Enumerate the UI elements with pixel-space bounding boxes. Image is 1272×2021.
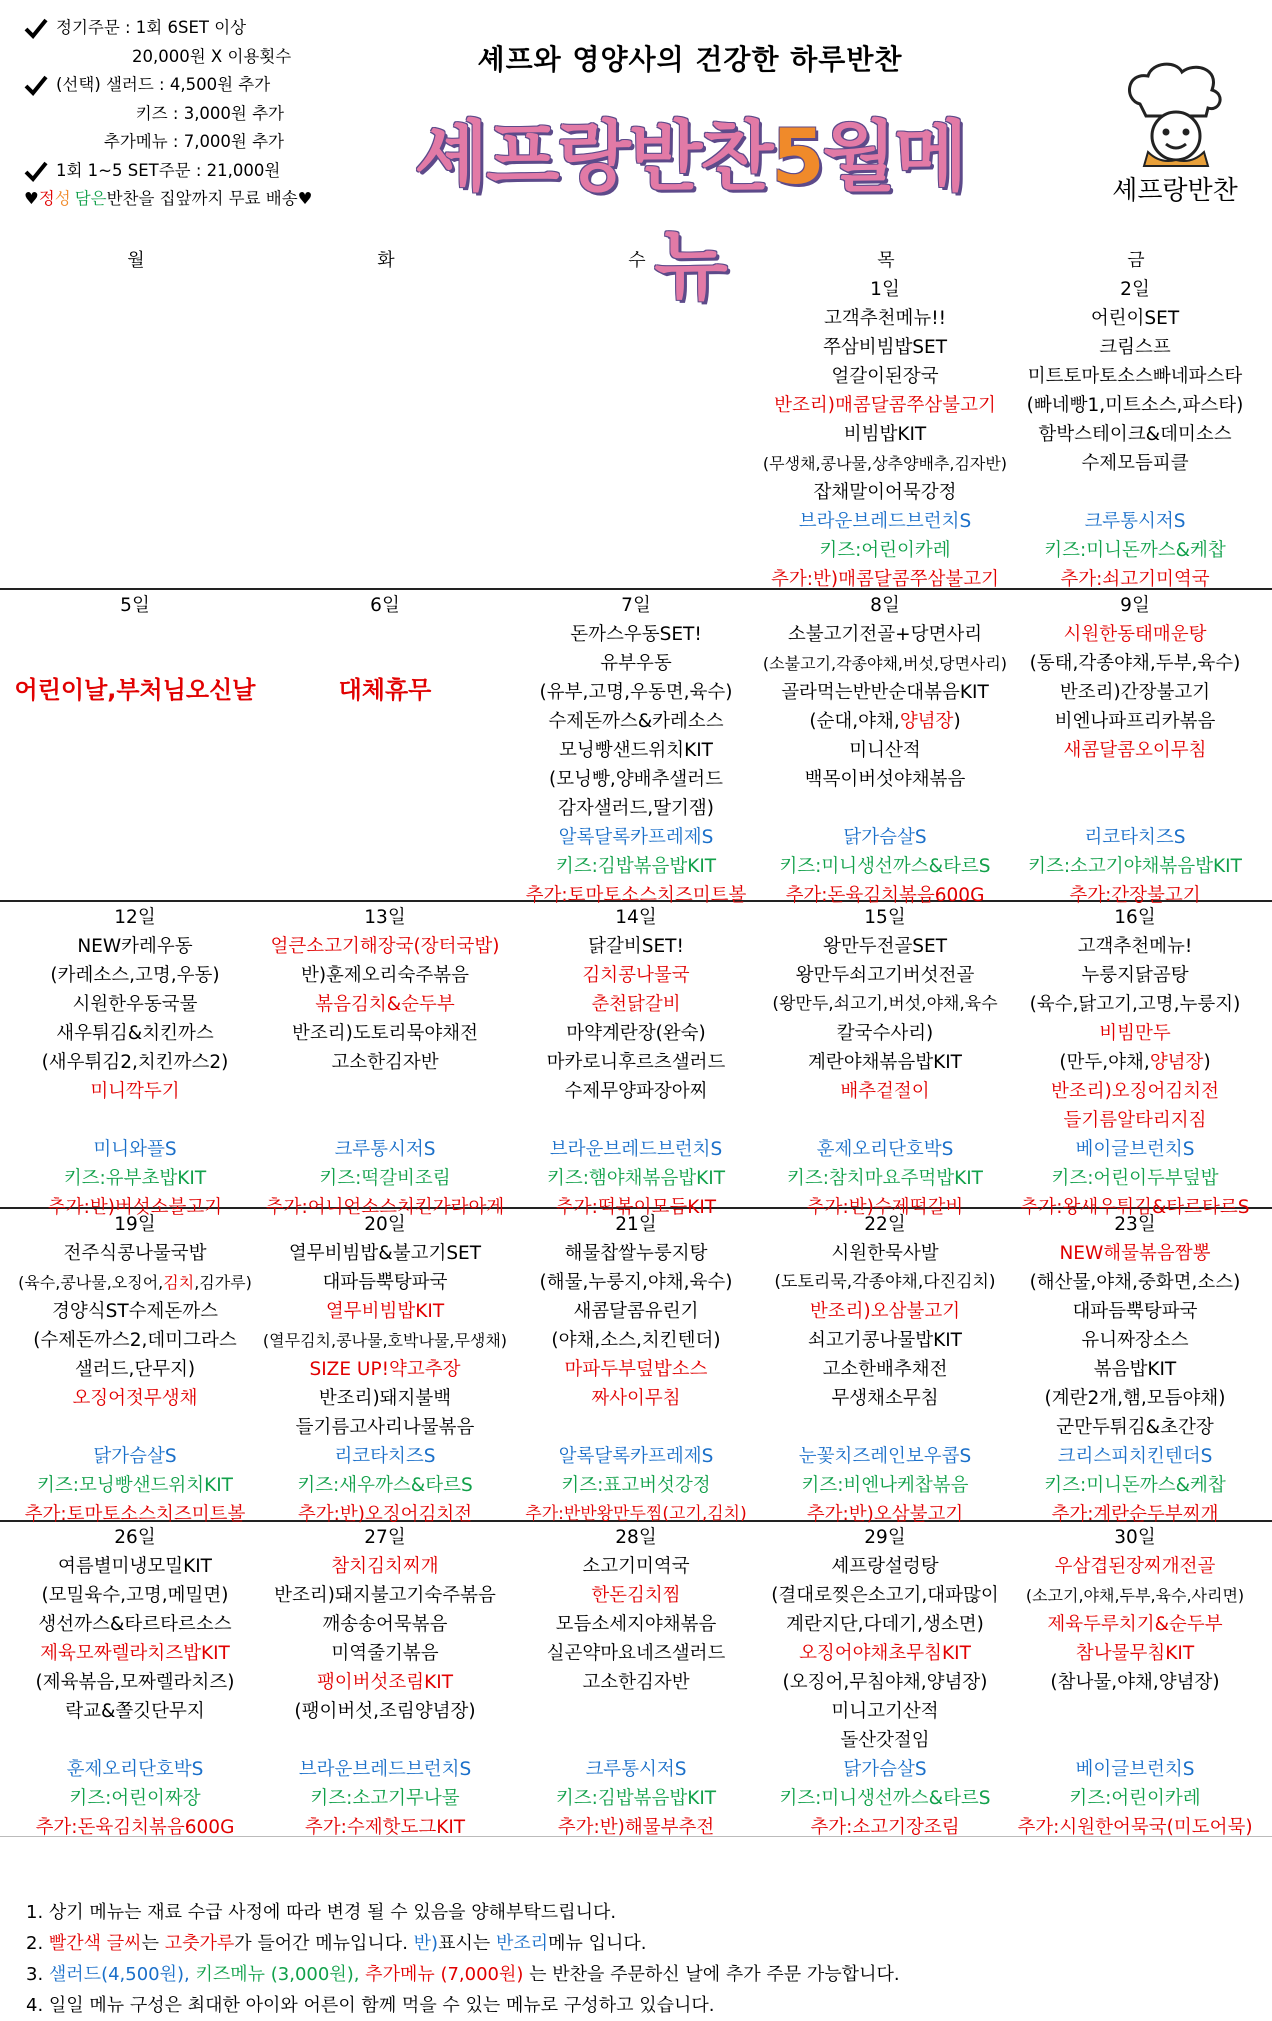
menu-item: 고객추천메뉴! (1077, 936, 1193, 957)
day-number: 13일 (364, 907, 406, 928)
menu-item: 수제돈까스&카레소스 (548, 711, 724, 732)
info-kids-option: 키즈 : 3,000원 추가 (135, 103, 284, 123)
menu-item: 미역줄기볶음 (331, 1643, 439, 1664)
menu-item: NEW해물볶음짬뽕 (1059, 1243, 1211, 1264)
day-cell (1010, 1523, 1260, 1842)
menu-item: 해물찹쌀누룽지탕 (564, 1243, 708, 1264)
menu-item: 여름별미냉모밀KIT (58, 1556, 212, 1577)
menu-item (1010, 1697, 1260, 1726)
day-cell (511, 1523, 761, 1842)
day-number: 7일 (621, 595, 651, 616)
weekday-header (0, 246, 1272, 276)
menu-item: 비빔밥KIT (843, 424, 927, 445)
menu-item: 왕만두전골SET (822, 936, 948, 957)
menu-item: 키즈:모닝빵샌드위치KIT (37, 1475, 233, 1496)
menu-item: 추가:왕새우튀김&타르타르S (1020, 1197, 1250, 1218)
menu-item: 얼큰소고기해장국(장터국밥) (270, 936, 500, 957)
menu-item: 실곤약마요네즈샐러드 (546, 1643, 726, 1664)
menu-item: 김치콩나물국 (582, 965, 690, 986)
menu-item: 브라운브레드브런치S (298, 1759, 472, 1780)
day-cell (760, 903, 1010, 1222)
menu-item: 춘천닭갈비 (591, 994, 681, 1015)
menu-item: 추가:어니언소스치킨가라아게 (265, 1197, 505, 1218)
info-regular-order: 정기주문 : 1회 6SET 이상 (24, 14, 354, 43)
menu-item: 배추겉절이 (840, 1081, 930, 1102)
note-2: 2. 빨간색 글씨는 고춧가루가 들어간 메뉴입니다. 반)표시는 반조리메뉴 입니다. (26, 1933, 647, 1954)
menu-item (1010, 794, 1260, 823)
menu-item: (야채,소스,치킨텐더) (551, 1330, 721, 1351)
menu-item: 추가:쇠고기미역국 (1060, 569, 1210, 590)
menu-item: 키즈:표고버섯강정 (561, 1475, 711, 1496)
day-cell (260, 591, 510, 705)
day-number: 23일 (1114, 1214, 1156, 1235)
menu-item: 반조리)돼지불백 (318, 1388, 452, 1409)
menu-item: 추가:돈육김치볶음600G (785, 885, 985, 906)
menu-item: (오징어,무침야채,양념장) (782, 1672, 988, 1693)
menu-item (511, 1413, 761, 1442)
day-number: 22일 (864, 1214, 906, 1235)
info-extra-option: 추가메뉴 : 7,000원 추가 (103, 132, 284, 151)
menu-item: 고소한배추채전 (822, 1359, 948, 1380)
menu-item: (육수,콩나물,오징어,김치,김가루) (18, 1273, 252, 1292)
note-3: 3. 샐러드(4,500원), 키즈메뉴 (3,000원), 추가메뉴 (7,000원) 는 반찬을 주문하신 날에 추가 주문 가능합니다. (26, 1964, 900, 1985)
menu-item: 골라먹는반반순대볶음KIT (781, 682, 989, 703)
menu-item: 돈까스우동SET! (570, 624, 702, 645)
menu-item (1010, 1726, 1260, 1755)
day-number: 12일 (114, 907, 156, 928)
menu-item: 고객추천메뉴!! (823, 308, 947, 329)
menu-item: 키즈:미니생선까스&타르S (779, 1788, 991, 1809)
menu-item: 추가:토마토소스치즈미트볼 (24, 1504, 246, 1525)
menu-item (10, 1726, 260, 1755)
day-number: 19일 (114, 1214, 156, 1235)
menu-item: 들기름고사리나물볶음 (295, 1417, 475, 1438)
menu-item: 추가:떡볶이모듬KIT (555, 1197, 717, 1218)
menu-item: 한돈김치찜 (591, 1585, 681, 1606)
menu-item: 키즈:김밥볶음밥KIT (555, 856, 717, 877)
menu-item: 알록달록카프레제S (558, 827, 714, 848)
menu-item: 마카로니후르츠샐러드 (546, 1052, 726, 1073)
day-cell (1010, 275, 1260, 594)
menu-item (260, 1106, 510, 1135)
menu-item (1010, 478, 1260, 507)
weekday-mon: 월 (127, 250, 145, 271)
menu-item: 훈제오리단호박S (816, 1139, 954, 1160)
menu-item: 왕만두쇠고기버섯전골 (795, 965, 975, 986)
menu-item (511, 1726, 761, 1755)
menu-item: 닭갈비SET! (588, 936, 684, 957)
menu-item: 마약계란장(완숙) (566, 1023, 706, 1044)
menu-item: (팽이버섯,조림양념장) (294, 1701, 476, 1722)
chef-logo (1100, 60, 1250, 210)
page-title: 셰프랑반찬5월메뉴 (414, 112, 966, 310)
day-cell (511, 591, 761, 910)
menu-item: (빠네빵1,미트소스,파스타) (1026, 395, 1244, 416)
menu-item: 새콤달콤오이무침 (1063, 740, 1207, 761)
weekday-thu: 목 (877, 250, 895, 271)
menu-item: 참치김치찌개 (331, 1556, 439, 1577)
menu-item: 반조리)도토리묵야채전 (292, 1023, 478, 1044)
day-number: 2일 (1120, 279, 1150, 300)
menu-item: 추가:반반왕만두찜(고기,김치) (525, 1504, 747, 1524)
day-number: 30일 (1114, 1527, 1156, 1548)
menu-item: 잡채말이어묵강정 (813, 482, 957, 503)
day-number: 20일 (364, 1214, 406, 1235)
menu-item: 새우튀김&치킨까스 (56, 1023, 214, 1044)
menu-item: 무생채소무침 (831, 1388, 939, 1409)
menu-item: 소고기미역국 (582, 1556, 690, 1577)
menu-item: 락교&쫄깃단무지 (65, 1701, 205, 1722)
menu-item: 눈꽃치즈레인보우콥S (798, 1446, 972, 1467)
menu-item: 대파듬뿍탕파국 (322, 1272, 448, 1293)
menu-item: (카레소스,고명,우동) (50, 965, 220, 986)
menu-item: 추가:반)오삼불고기 (806, 1504, 964, 1525)
menu-item: 비엔나파프리카볶음 (1054, 711, 1216, 732)
menu-item: 시원한묵사발 (831, 1243, 939, 1264)
menu-item: (순대,야채,양념장) (809, 711, 961, 732)
menu-item: 닭가슴살S (843, 1759, 927, 1780)
day-cell (260, 1523, 510, 1842)
menu-item: 키즈:어린이짜장 (69, 1788, 201, 1809)
day-cell (760, 275, 1010, 594)
menu-item: 짜사이무침 (591, 1388, 681, 1409)
weekday-tue: 화 (377, 250, 395, 271)
menu-item: 추가:계란순두부찌개 (1051, 1504, 1219, 1525)
menu-item: 오징어야채초무침KIT (799, 1643, 971, 1664)
menu-item: 닭가슴살S (843, 827, 927, 848)
menu-item: 고소한김자반 (582, 1672, 690, 1693)
menu-item: 키즈:어린이카레 (1069, 1788, 1201, 1809)
menu-item: (왕만두,쇠고기,버섯,야채,육수 (772, 994, 998, 1014)
menu-item: 추가:반)버섯소불고기 (47, 1197, 223, 1218)
menu-item: 경양식ST수제돈까스 (51, 1301, 218, 1322)
info-delivery: ♥ 정 성 담은 반찬을 집앞까지 무료 배송♥ (24, 189, 313, 208)
menu-item: 키즈:비엔나케찹볶음 (801, 1475, 969, 1496)
menu-item: 키즈:유부초밥KIT (63, 1168, 207, 1189)
menu-item: 베이글브런치S (1075, 1759, 1195, 1780)
menu-item: (계란2개,햄,모듬야채) (1044, 1388, 1226, 1409)
menu-item: 키즈:참치마요주먹밥KIT (787, 1168, 983, 1189)
day-cell (511, 903, 761, 1222)
day-cell (760, 591, 1010, 910)
menu-item: 리코타치즈S (334, 1446, 436, 1467)
menu-item (760, 1106, 1010, 1135)
day-number: 15일 (864, 907, 906, 928)
menu-item: 알록달록카프레제S (558, 1446, 714, 1467)
holiday-label: 어린이날,부처님오신날 (14, 676, 256, 704)
menu-item (760, 794, 1010, 823)
menu-item: 추가:반)오징어김치전 (297, 1504, 473, 1525)
menu-item: 대파듬뿍탕파국 (1072, 1301, 1198, 1322)
menu-item: (수제돈까스2,데미그라스 (33, 1330, 237, 1351)
weekday-wed: 수 (628, 250, 646, 271)
day-number: 28일 (615, 1527, 657, 1548)
menu-item: 쭈삼비빔밥SET (822, 337, 948, 358)
menu-item: 키즈:소고기무나물 (310, 1788, 460, 1809)
day-cell (10, 591, 260, 705)
chef-face-icon (1120, 60, 1230, 168)
menu-item: 키즈:소고기야채볶음밥KIT (1028, 856, 1242, 877)
menu-item: 추가:반)매콤달콤쭈삼불고기 (771, 569, 999, 590)
menu-item: 열무비빔밥KIT (325, 1301, 445, 1322)
day-cell (10, 1523, 260, 1842)
menu-item: 반조리)간장불고기 (1059, 682, 1211, 703)
menu-item: SIZE UP!약고추장 (309, 1359, 461, 1380)
menu-item: 쇠고기콩나물밥KIT (808, 1330, 962, 1351)
day-number: 29일 (864, 1527, 906, 1548)
menu-item: (해산물,야채,중화면,소스) (1029, 1272, 1241, 1293)
menu-item (511, 1106, 761, 1135)
menu-item: 들기름알타리지짐 (1063, 1110, 1207, 1131)
menu-item (760, 1413, 1010, 1442)
menu-item: 추가:소고기장조림 (810, 1817, 960, 1838)
day-number: 9일 (1120, 595, 1150, 616)
menu-item (10, 1106, 260, 1135)
menu-item: 계란야채볶음밥KIT (808, 1052, 962, 1073)
day-number: 26일 (114, 1527, 156, 1548)
menu-item: 베이글브런치S (1075, 1139, 1195, 1160)
menu-item: 닭가슴살S (93, 1446, 177, 1467)
day-cell (1010, 591, 1260, 910)
menu-item: 반조리)오삼불고기 (809, 1301, 961, 1322)
notes (26, 1897, 900, 2021)
menu-item: 크루통시저S (585, 1759, 687, 1780)
day-cell (10, 1210, 260, 1529)
menu-item: 미니산적 (849, 740, 921, 761)
menu-item: 키즈:미니돈까스&케찹 (1044, 540, 1226, 561)
menu-item: 생선까스&타르타르소스 (38, 1614, 232, 1635)
menu-item: 미니고기산적 (831, 1701, 939, 1722)
menu-item: 미니깍두기 (90, 1081, 180, 1102)
menu-item: 키즈:미니생선까스&타르S (779, 856, 991, 877)
menu-item: 셰프랑설렁탕 (831, 1556, 939, 1577)
menu-item: 키즈:햄야채볶음밥KIT (546, 1168, 726, 1189)
menu-item: 어린이SET (1090, 308, 1180, 329)
menu-item: 크루통시저S (1084, 511, 1186, 532)
menu-item: 키즈:새우까스&타르S (297, 1475, 473, 1496)
spicy-highlight: 양념장 (1149, 1052, 1204, 1073)
menu-item: 반조리)매콤달콤쭈삼불고기 (774, 395, 996, 416)
menu-item: (소고기,야채,두부,육수,사리면) (1025, 1586, 1245, 1605)
menu-item: (새우튀김2,치킨까스2) (41, 1052, 229, 1073)
menu-item: 모듬소세지야채볶음 (555, 1614, 717, 1635)
menu-item: 반조리)돼지불고기숙주볶음 (274, 1585, 496, 1606)
menu-item: (모밀육수,고명,메밀면) (41, 1585, 229, 1606)
menu-item: 브라운브레드브런치S (549, 1139, 723, 1160)
menu-item: 오징어젓무생채 (72, 1388, 198, 1409)
menu-item: 유부우동 (600, 653, 672, 674)
menu-item: 수제무양파장아찌 (564, 1081, 708, 1102)
menu-item: 고소한김자반 (331, 1052, 439, 1073)
menu-item: (도토리묵,각종야채,다진김치) (774, 1272, 996, 1292)
day-cell (1010, 903, 1260, 1222)
menu-item: 추가:돈육김치볶음600G (35, 1817, 235, 1838)
menu-item: 크루통시저S (334, 1139, 436, 1160)
menu-item (1010, 765, 1260, 794)
menu-item: (소불고기,각종야채,버섯,당면사리) (762, 654, 1008, 673)
spicy-highlight: 김치 (163, 1273, 195, 1292)
day-cell (260, 1210, 510, 1529)
menu-item: 감자샐러드,딸기잼) (557, 798, 715, 819)
menu-item: 샐러드,단무지) (74, 1359, 196, 1380)
menu-item: 키즈:떡갈비조림 (319, 1168, 451, 1189)
menu-item: (제육볶음,모짜렐라치즈) (35, 1672, 235, 1693)
menu-item: (동태,각종야채,두부,육수) (1029, 653, 1241, 674)
menu-item: 미니와플S (93, 1139, 177, 1160)
menu-item: 전주식콩나물국밥 (63, 1243, 207, 1264)
menu-item: 함박스테이크&데미소스 (1038, 424, 1232, 445)
menu-item (10, 1413, 260, 1442)
menu-item: (육수,닭고기,고명,누룽지) (1029, 994, 1241, 1015)
day-number: 8일 (870, 595, 900, 616)
day-cell (260, 903, 510, 1222)
menu-item: (무생채,콩나물,상추양배추,김자반) (762, 454, 1008, 473)
menu-item (511, 1697, 761, 1726)
check-icon (24, 17, 48, 39)
menu-item: (참나물,야채,양념장) (1050, 1672, 1220, 1693)
menu-item: 돌산갓절임 (840, 1730, 930, 1751)
menu-item: 훈제오리단호박S (66, 1759, 204, 1780)
menu-item: 키즈:김밥볶음밥KIT (555, 1788, 717, 1809)
menu-item: 열무비빔밥&불고기SET (288, 1243, 482, 1264)
menu-item: 키즈:어린이두부덮밥 (1051, 1168, 1219, 1189)
menu-item: 군만두튀김&초간장 (1056, 1417, 1214, 1438)
day-cell (10, 903, 260, 1222)
note-1: 1. 상기 메뉴는 재료 수급 사정에 따라 변경 될 수 있음을 양해부탁드립니다. (26, 1902, 617, 1923)
holiday-label: 대체휴무 (338, 676, 432, 704)
check-icon (24, 160, 48, 182)
day-number: 27일 (364, 1527, 406, 1548)
menu-item: 우삼겹된장찌개전골 (1054, 1556, 1216, 1577)
menu-item: 계란지단,다데기,생소면) (786, 1614, 984, 1635)
menu-item: 깨송송어묵볶음 (322, 1614, 448, 1635)
day-number: 16일 (1114, 907, 1156, 928)
day-number: 6일 (370, 595, 400, 616)
day-number: 14일 (615, 907, 657, 928)
info-price-per-use: 20,000원 X 이용횟수 (132, 46, 292, 66)
page-subtitle: 셰프와 영양사의 건강한 하루반찬 (477, 43, 903, 76)
weekday-fri: 금 (1127, 250, 1145, 271)
menu-item: 수제모듬피클 (1081, 453, 1189, 474)
menu-item: 유니짜장소스 (1081, 1330, 1189, 1351)
menu-item: (만두,야채,양념장) (1059, 1052, 1211, 1073)
menu-item: 누룽지닭곰탕 (1081, 965, 1189, 986)
menu-item: 칼국수사리) (836, 1023, 934, 1044)
spicy-highlight: 양념장 (899, 711, 954, 732)
day-cell (760, 1523, 1010, 1842)
menu-item: (모닝빵,양배추샐러드 (549, 769, 723, 790)
menu-item: 크리스피치킨텐더S (1057, 1446, 1213, 1467)
menu-item (260, 1726, 510, 1755)
menu-item: 추가:간장불고기 (1069, 885, 1201, 906)
menu-item: 키즈:어린이카레 (819, 540, 951, 561)
menu-item: 얼갈이된장국 (831, 366, 939, 387)
menu-item: (열무김치,콩나물,호박나물,무생채) (262, 1331, 508, 1350)
menu-item: 추가:반)수제떡갈비 (806, 1197, 964, 1218)
menu-item: 비빔만두 (1099, 1023, 1171, 1044)
menu-item: 제육모짜렐라치즈밥KIT (40, 1643, 230, 1664)
menu-item: 브라운브레드브런치S (798, 511, 972, 532)
check-icon (24, 74, 48, 96)
menu-item: 미트토마토소스빠네파스타 (1027, 366, 1243, 387)
menu-item: 팽이버섯조림KIT (316, 1672, 454, 1693)
menu-item: (유부,고명,우동면,육수) (539, 682, 733, 703)
menu-item: 제육두루치기&순두부 (1047, 1614, 1223, 1635)
info-salad-option: (선택) 샐러드 : 4,500원 추가 (24, 71, 354, 100)
menu-item: 추가:반)해물부추전 (557, 1817, 715, 1838)
menu-item: 소불고기전골+당면사리 (787, 624, 983, 645)
day-cell (511, 1210, 761, 1529)
menu-item: 반조리)오징어김치전 (1050, 1081, 1220, 1102)
menu-item: NEW카레우동 (77, 936, 193, 957)
menu-item: 볶음김치&순두부 (315, 994, 455, 1015)
menu-item: 볶음밥KIT (1093, 1359, 1177, 1380)
day-number: 21일 (615, 1214, 657, 1235)
day-cell (760, 1210, 1010, 1529)
menu-item: 반)훈제오리숙주볶음 (300, 965, 470, 986)
menu-item: 새콤달콤유린기 (573, 1301, 699, 1322)
menu-item: 추가:토마토소스치즈미트볼 (525, 885, 747, 906)
note-4: 4. 일일 메뉴 구성은 최대한 아이와 어른이 함께 먹을 수 있는 메뉴로 구성하고 있습니다. (26, 1995, 715, 2016)
menu-item: 마파두부덮밥소스 (564, 1359, 708, 1380)
menu-item: 리코타치즈S (1084, 827, 1186, 848)
day-number: 1일 (870, 279, 900, 300)
menu-item: 추가:시원한어묵국(미도어묵) (1017, 1817, 1253, 1838)
info-single-order: 1회 1~5 SET주문 : 21,000원 (24, 157, 354, 186)
logo-text: 셰프랑반찬 (1112, 176, 1238, 206)
menu-item: 추가:수제핫도그KIT (304, 1817, 466, 1838)
day-cell (1010, 1210, 1260, 1529)
menu-item: 크림스프 (1099, 337, 1171, 358)
menu-item: (결대로찢은소고기,대파많이 (771, 1585, 999, 1606)
menu-item: 키즈:미니돈까스&케찹 (1044, 1475, 1226, 1496)
menu-item: (해물,누룽지,야채,육수) (539, 1272, 733, 1293)
menu-item: 시원한동태매운탕 (1063, 624, 1207, 645)
menu-item: 모닝빵샌드위치KIT (559, 740, 713, 761)
menu-item: 참나물무침KIT (1075, 1643, 1195, 1664)
menu-item: 백목이버섯야채볶음 (804, 769, 966, 790)
menu-item: 시원한우동국물 (72, 994, 198, 1015)
menu-item (260, 1077, 510, 1106)
day-number: 5일 (120, 595, 150, 616)
order-info (24, 14, 354, 214)
